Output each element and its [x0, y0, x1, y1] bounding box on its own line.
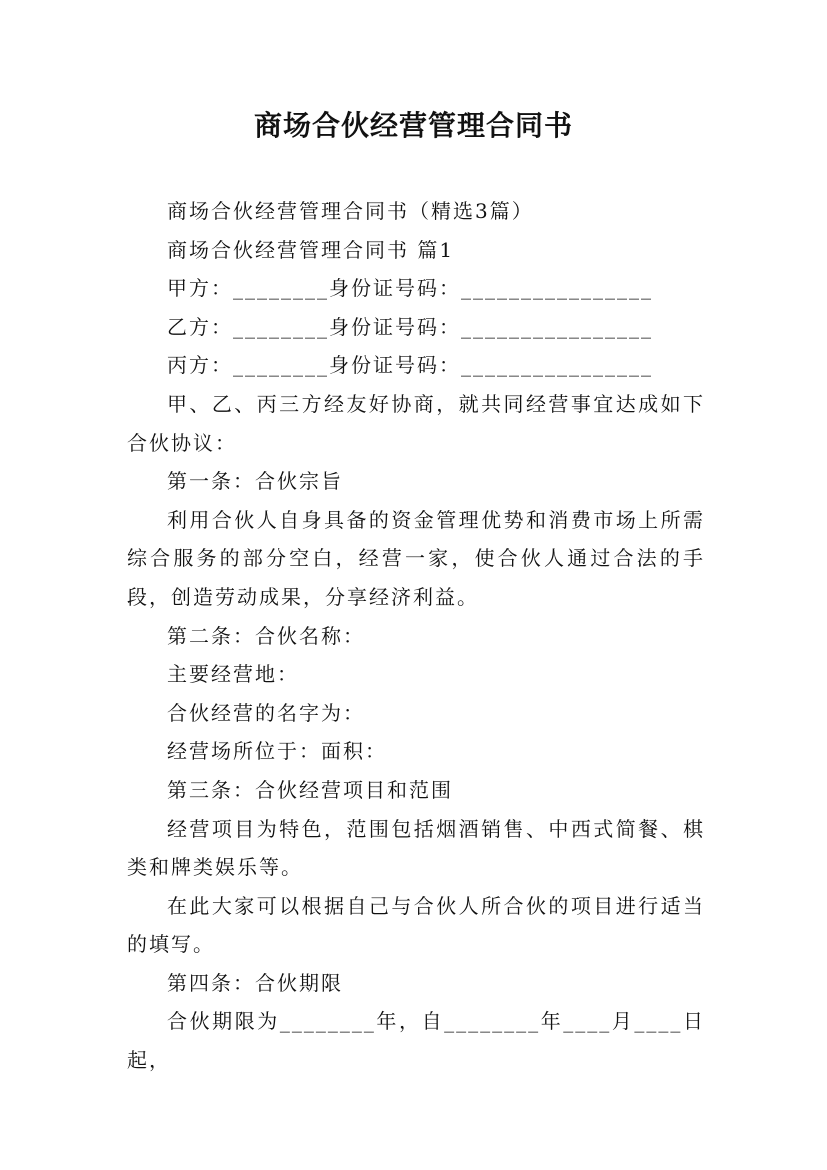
paragraph: 经营项目为特色，范围包括烟酒销售、中西式简餐、棋类和牌类娱乐等。	[127, 816, 705, 880]
paragraph: 甲方：________身份证号码：________________	[167, 276, 653, 301]
paragraph: 乙方：________身份证号码：________________	[167, 314, 653, 339]
paragraph: 第二条：合伙名称：	[167, 623, 365, 648]
paragraph: 合伙期限为________年，自________年____月____日起，	[127, 1009, 705, 1073]
document-title: 商场合伙经营管理合同书	[253, 109, 573, 142]
document-body	[127, 192, 705, 1080]
paragraph: 商场合伙经营管理合同书 篇1	[167, 237, 455, 262]
paragraph: 第一条：合伙宗旨	[167, 469, 343, 494]
paragraph: 丙方：________身份证号码：________________	[167, 353, 653, 378]
paragraph: 经营场所位于：面积：	[167, 739, 387, 764]
paragraph: 合伙经营的名字为：	[167, 700, 365, 725]
paragraph: 第三条：合伙经营项目和范围	[167, 777, 453, 802]
paragraph: 第四条：合伙期限	[167, 970, 343, 995]
paragraph: 甲、乙、丙三方经友好协商，就共同经营事宜达成如下合伙协议：	[127, 391, 705, 455]
paragraph: 利用合伙人自身具备的资金管理优势和消费市场上所需综合服务的部分空白，经营一家，使合伙人通过合法的手段，创造劳动成果，分享经济利益。	[127, 507, 705, 609]
paragraph: 商场合伙经营管理合同书（精选3篇）	[167, 199, 534, 223]
paragraph: 在此大家可以根据自己与合伙人所合伙的项目进行适当的填写。	[127, 893, 705, 957]
paragraph: 主要经营地：	[167, 662, 299, 687]
